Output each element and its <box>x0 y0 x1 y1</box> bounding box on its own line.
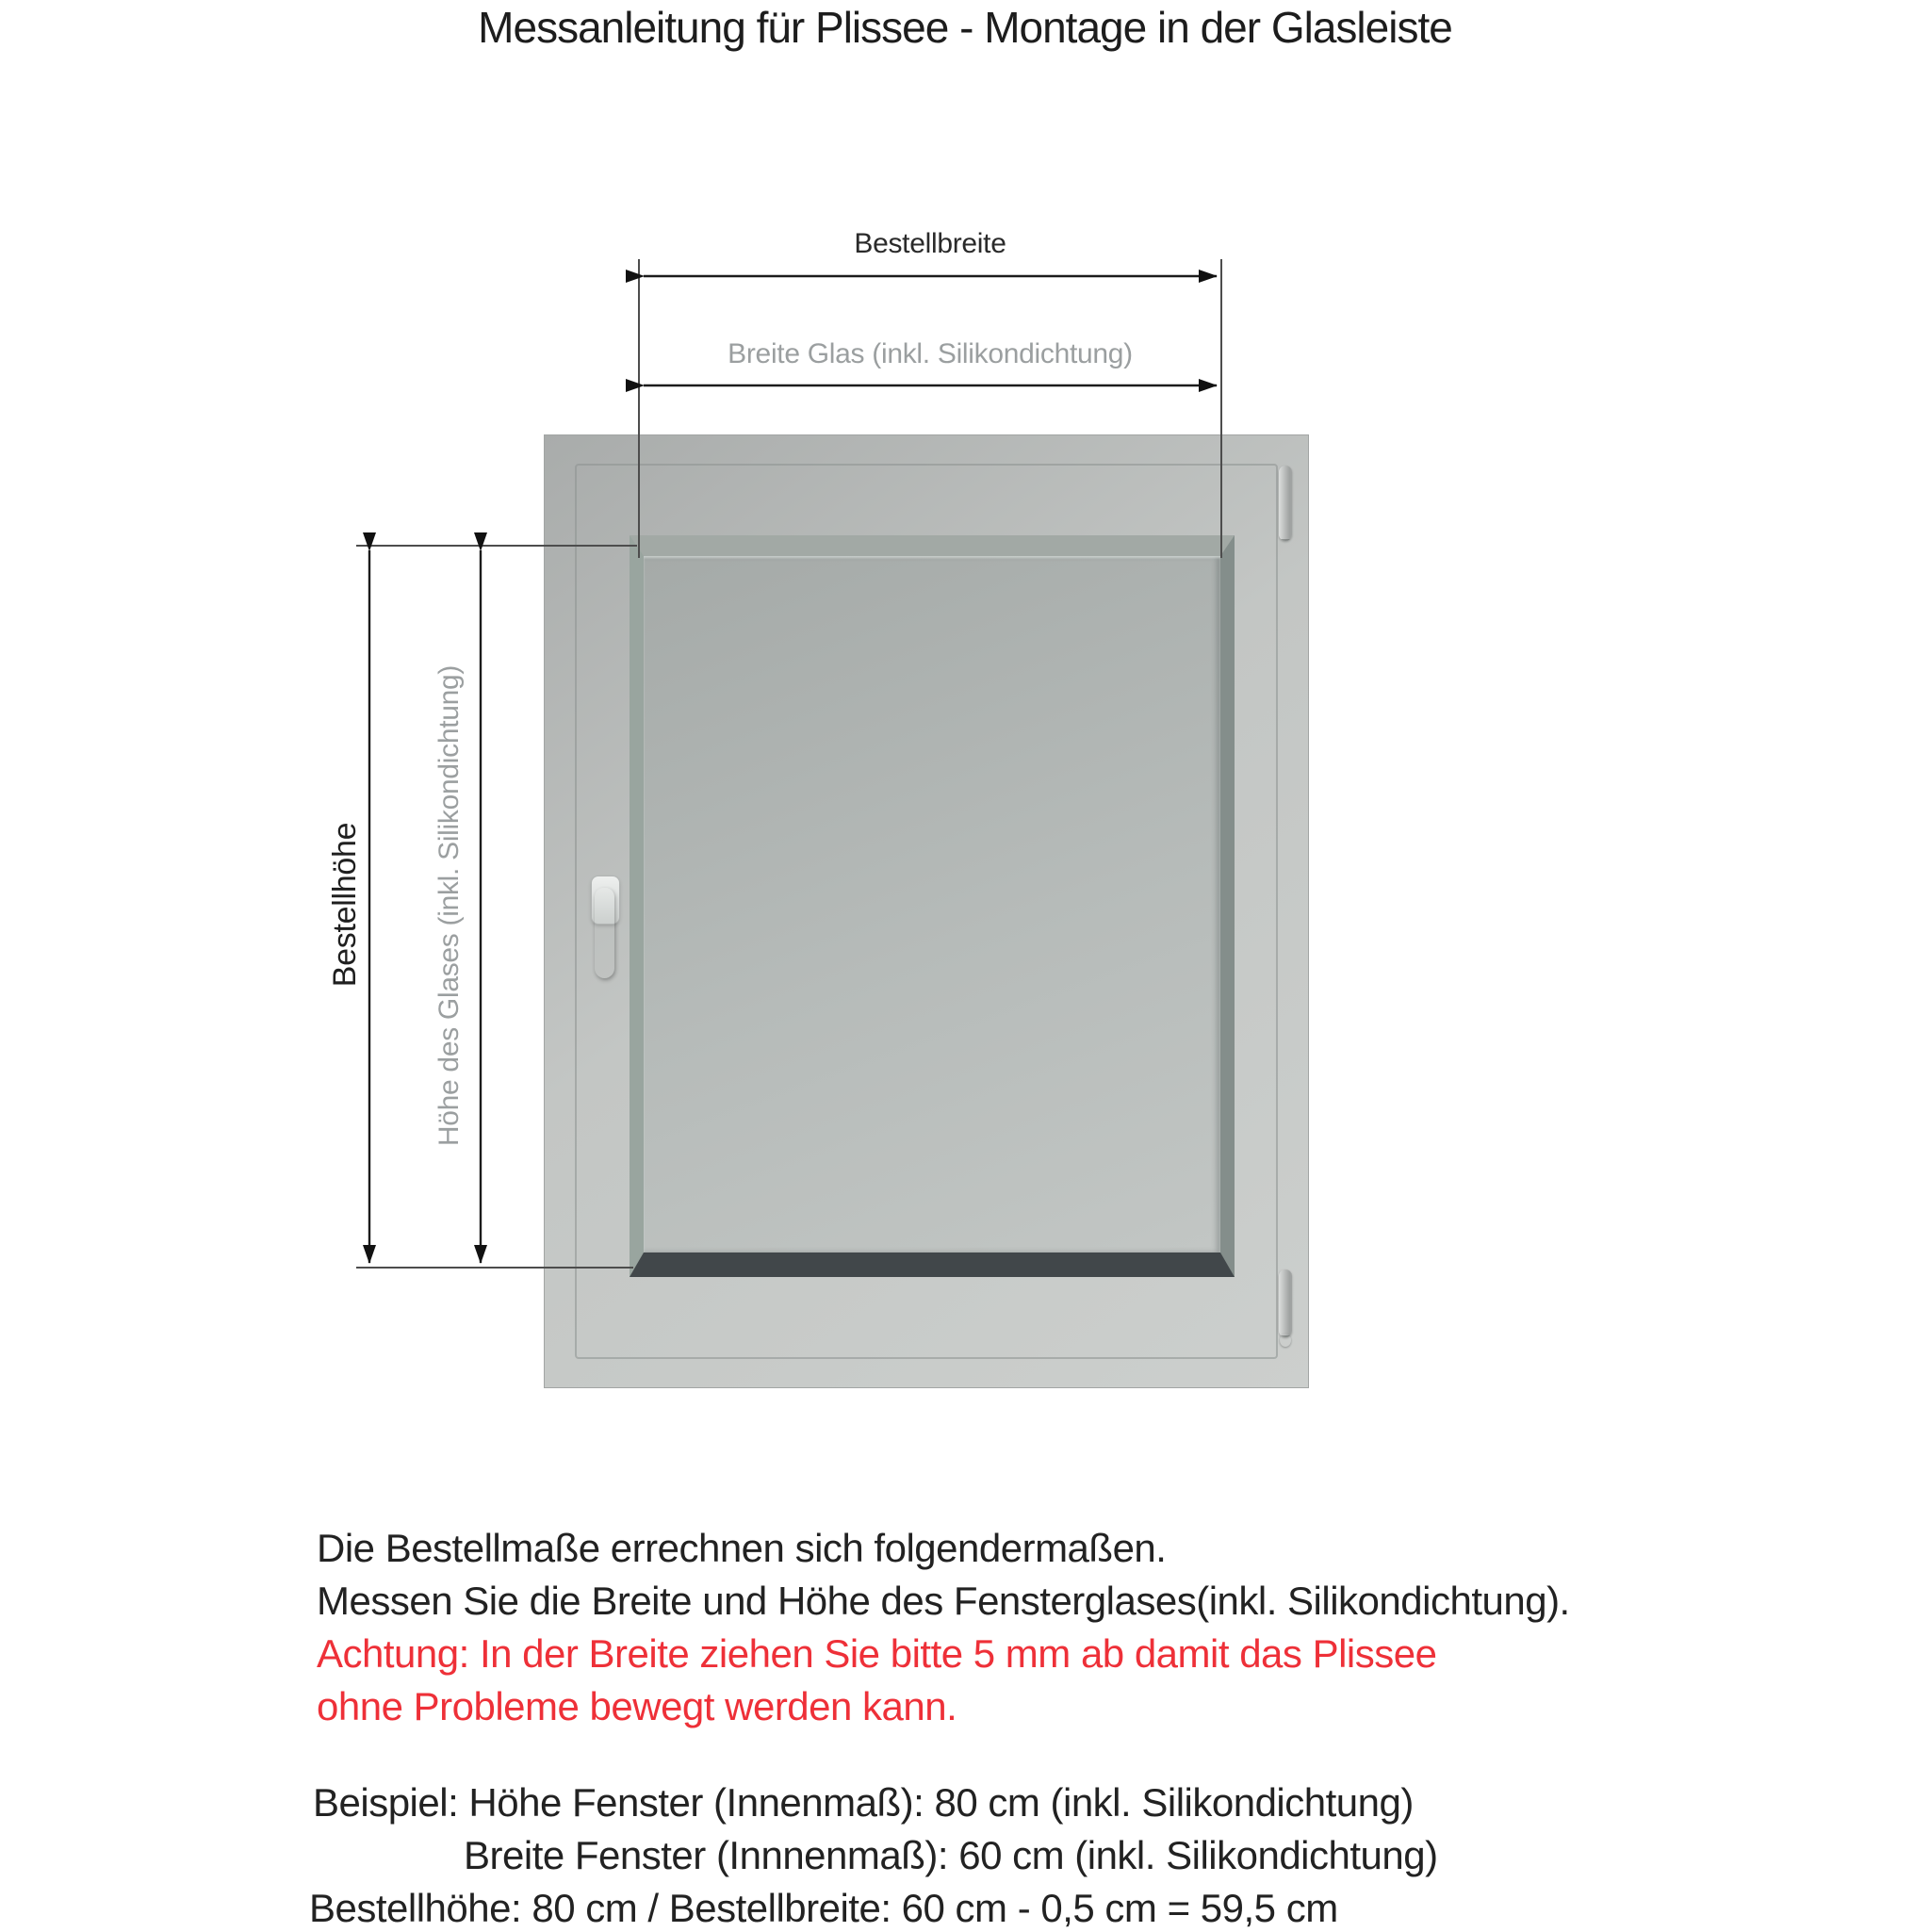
warning-line-1: Achtung: In der Breite ziehen Sie bitte 5 mm ab damit das Plissee <box>317 1631 1437 1676</box>
page-title: Messanleitung für Plissee - Montage in der Glasleiste <box>478 3 1452 52</box>
example-line-2: Breite Fenster (Innnenmaß): 60 cm (inkl. Silikondichtung) <box>464 1833 1438 1877</box>
instruction-line-1: Die Bestellmaße errechnen sich folgendermaßen. <box>317 1526 1167 1570</box>
order-height-label: Bestellhöhe <box>327 822 363 988</box>
instruction-line-2: Messen Sie die Breite und Höhe des Fensterglases(inkl. Silikondichtung). <box>317 1579 1570 1623</box>
warning-line-2: ohne Probleme bewegt werden kann. <box>317 1684 957 1728</box>
dimension-arrows <box>369 276 1217 1263</box>
example-line-1: Beispiel: Höhe Fenster (Innenmaß): 80 cm (inkl. Silikondichtung) <box>313 1780 1414 1825</box>
glass-height-label: Höhe des Glases (inkl. Silikondichtung) <box>433 664 465 1147</box>
example-line-3: Bestellhöhe: 80 cm / Bestellbreite: 60 cm - 0,5 cm = 59,5 cm <box>309 1886 1338 1930</box>
glass-width-label: Breite Glas (inkl. Silikondichtung) <box>728 338 1133 369</box>
order-width-label: Bestellbreite <box>854 228 1006 259</box>
extension-lines <box>356 259 1221 1268</box>
